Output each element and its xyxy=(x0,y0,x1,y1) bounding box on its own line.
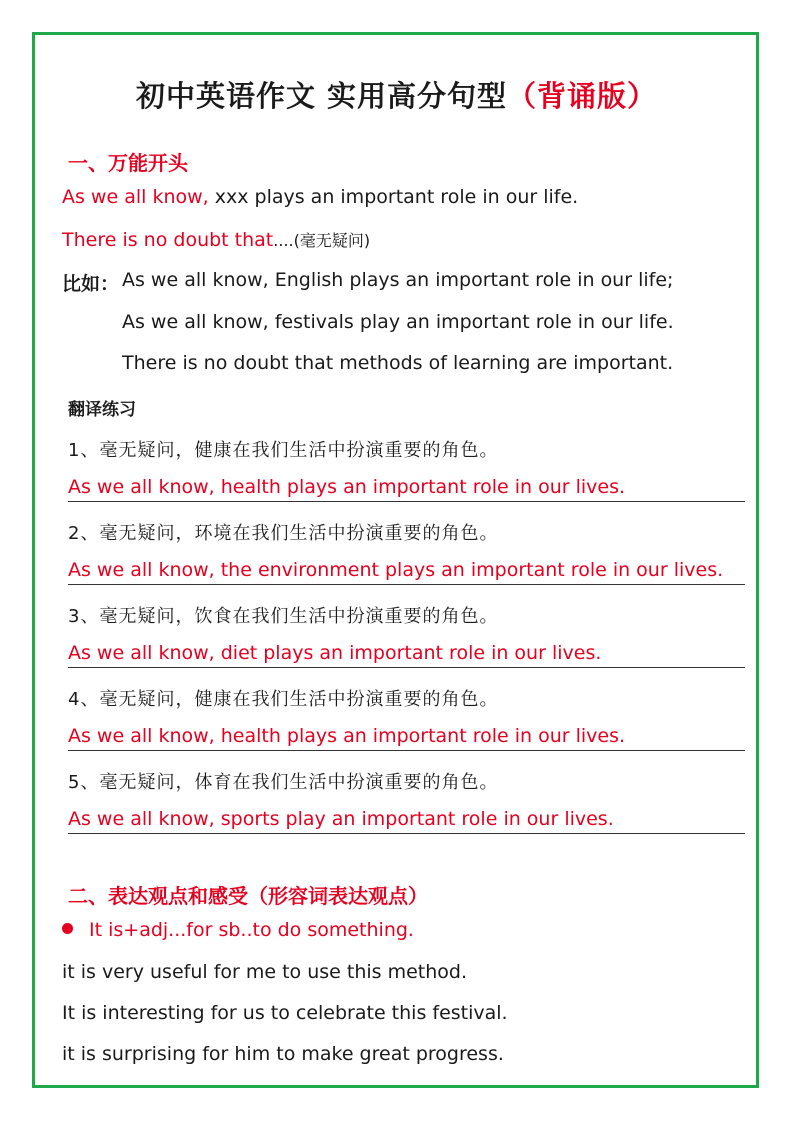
practice-heading: 翻译练习 xyxy=(68,400,136,420)
practice-answer-5: As we all know, sports play an important role in our lives. xyxy=(68,808,745,834)
example-line-1: As we all know, English plays an important role in our life; xyxy=(122,269,674,291)
practice-answer-2: As we all know, the environment plays an important role in our lives. xyxy=(68,559,745,585)
section2-heading: 二、表达观点和感受（形容词表达观点） xyxy=(68,884,428,908)
example-label: 比如： xyxy=(62,273,120,295)
opening-line-2 xyxy=(62,228,370,251)
practice-answer-1: As we all know, health plays an important role in our lives. xyxy=(68,476,745,502)
practice-question-4: 4、毫无疑问，健康在我们生活中扮演重要的角色。 xyxy=(68,689,499,710)
page-title-main: 初中英语作文 实用高分句型 xyxy=(135,79,508,113)
page-title-highlight: （背诵版） xyxy=(507,79,658,113)
example-line-2: As we all know, festivals play an important role in our life. xyxy=(122,311,674,333)
opinion-example-3: it is surprising for him to make great progress. xyxy=(62,1043,504,1065)
bullet-dot-icon xyxy=(62,923,73,934)
section1-heading: 一、万能开头 xyxy=(68,151,188,175)
practice-question-1: 1、毫无疑问，健康在我们生活中扮演重要的角色。 xyxy=(68,440,499,461)
opening-line-1-red: As we all know, xyxy=(62,186,209,208)
opening-line-2-red: There is no doubt that xyxy=(62,229,274,251)
opening-line-1-rest: xxx plays an important role in our life. xyxy=(208,186,579,208)
practice-answer-3: As we all know, diet plays an important role in our lives. xyxy=(68,642,745,668)
pattern-line xyxy=(62,919,414,941)
opening-line-2-rest: ....(毫无疑问) xyxy=(273,231,371,250)
example-line-3: There is no doubt that methods of learning are important. xyxy=(122,352,674,374)
opinion-example-2: It is interesting for us to celebrate this festival. xyxy=(62,1002,508,1024)
practice-answer-4: As we all know, health plays an important role in our lives. xyxy=(68,725,745,751)
practice-question-2: 2、毫无疑问，环境在我们生活中扮演重要的角色。 xyxy=(68,523,499,544)
pattern-text: It is+adj...for sb..to do something. xyxy=(89,919,414,941)
opinion-example-1: it is very useful for me to use this method. xyxy=(62,961,468,983)
practice-question-5: 5、毫无疑问，体育在我们生活中扮演重要的角色。 xyxy=(68,772,499,793)
practice-question-3: 3、毫无疑问，饮食在我们生活中扮演重要的角色。 xyxy=(68,606,499,627)
page-title xyxy=(0,74,793,115)
opening-line-1 xyxy=(62,186,578,208)
